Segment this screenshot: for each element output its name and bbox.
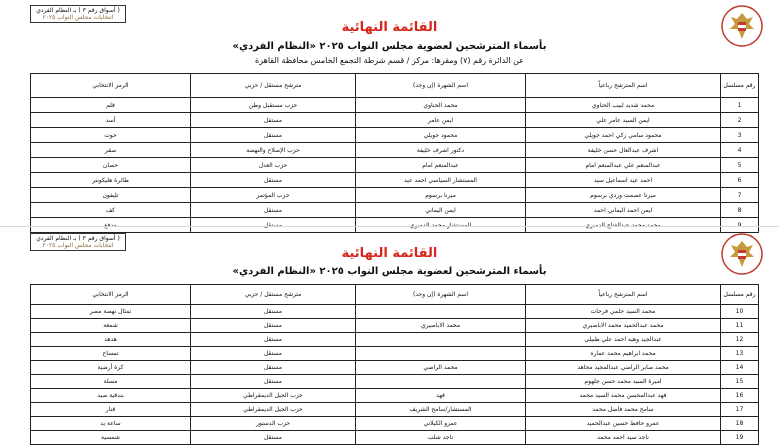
serial-cell: 13 xyxy=(721,347,759,361)
fame-cell: ايمن اليماني xyxy=(356,203,526,218)
party-cell: حزب الجيل الديمقراطي xyxy=(191,403,356,417)
symbol-cell: صقر xyxy=(31,143,191,158)
party-cell: حزب الدستور xyxy=(191,417,356,431)
badge-line-1: ( أسواق رقم ٣ ) بـ النظام الفردي xyxy=(36,7,120,14)
party-cell: مستقل xyxy=(191,361,356,375)
fame-cell: محمد الحناوي xyxy=(356,98,526,113)
badge-line-2: انتخابات مجلس النواب ٢٠٢٥ xyxy=(42,242,114,249)
name-cell: محمد شديد لبيب الحناوي xyxy=(526,98,721,113)
symbol-cell: تليفون xyxy=(31,188,191,203)
serial-cell: 5 xyxy=(721,158,759,173)
party-cell: مستقل xyxy=(191,173,356,188)
table-row xyxy=(31,431,759,445)
name-cell: اميرة السيد محمد حسن جلهوم xyxy=(526,375,721,389)
fame-cell: ايمن عامر xyxy=(356,113,526,128)
col-serial: رقم مسلسل xyxy=(721,74,759,98)
symbol-cell: تمثال نهضة مصر xyxy=(31,305,191,319)
name-cell: ميرنا عصمت وردي برسوم xyxy=(526,188,721,203)
col-fame: اسم الشهرة (إن وجد) xyxy=(356,285,526,305)
col-name: اسم المترشح رباعياً xyxy=(526,285,721,305)
symbol-cell: مدفع xyxy=(31,218,191,233)
name-cell: محمد عبدالحميد محمد الاباصيري xyxy=(526,319,721,333)
serial-cell: 3 xyxy=(721,128,759,143)
fame-cell: ناجد شلب xyxy=(356,431,526,445)
name-cell: محمود سامي زكي احمد جويلي xyxy=(526,128,721,143)
table-row xyxy=(31,113,759,128)
fame-cell: المستشار/سامح الشريف xyxy=(356,403,526,417)
name-cell: عمرو حافظ حسين عبدالحميد xyxy=(526,417,721,431)
page-divider xyxy=(0,226,779,227)
symbol-cell: شمسية xyxy=(31,431,191,445)
fame-cell: دكتور اشرف خليفة xyxy=(356,143,526,158)
name-cell: ايمن السيد عامر علي xyxy=(526,113,721,128)
name-cell: محمد محمد عبدالفتاح الدميري xyxy=(526,218,721,233)
name-cell: احمد عيد اسماعيل سيد xyxy=(526,173,721,188)
fame-cell: محمد الاباصيري xyxy=(356,319,526,333)
fame-cell xyxy=(356,333,526,347)
party-cell: حزب المؤتمر xyxy=(191,188,356,203)
table-row xyxy=(31,188,759,203)
symbol-cell: بندقية صيد xyxy=(31,389,191,403)
symbol-cell: أسد xyxy=(31,113,191,128)
party-cell: حزب العدل xyxy=(191,158,356,173)
col-name: اسم المترشح رباعياً xyxy=(526,74,721,98)
name-cell: ايمن احمد اليماني احمد xyxy=(526,203,721,218)
party-cell: مستقل xyxy=(191,431,356,445)
table-row xyxy=(31,347,759,361)
district-line: عن الدائرة رقم (٧) ومقرها: مركز / قسم شرطة التجمع الخامس محافظة القاهرة xyxy=(255,56,524,65)
table-row xyxy=(31,128,759,143)
fame-cell xyxy=(356,347,526,361)
col-party: مترشح مستقل / حزبي xyxy=(191,74,356,98)
table-row xyxy=(31,361,759,375)
badge-line-1: ( أسواق رقم ٣ ) بـ النظام الفردي xyxy=(36,235,120,242)
name-cell: عبدالجيد وهيه احمد علي طبيلي xyxy=(526,333,721,347)
col-fame: اسم الشهرة (إن وجد) xyxy=(356,74,526,98)
fame-cell: محمود جويلي xyxy=(356,128,526,143)
serial-cell: 16 xyxy=(721,389,759,403)
party-cell: مستقل xyxy=(191,347,356,361)
symbol-cell: حصان xyxy=(31,158,191,173)
serial-cell: 1 xyxy=(721,98,759,113)
name-cell: ناجد سيد احمد محمد xyxy=(526,431,721,445)
table-header-row xyxy=(31,74,759,98)
table-row xyxy=(31,333,759,347)
symbol-cell: تمساح xyxy=(31,347,191,361)
fame-cell: المستشار السياسي احمد عيد xyxy=(356,173,526,188)
name-cell: محمد ابراهيم محمد عماره xyxy=(526,347,721,361)
fame-cell: عبدالمنعم امام xyxy=(356,158,526,173)
serial-cell: 19 xyxy=(721,431,759,445)
serial-cell: 8 xyxy=(721,203,759,218)
table-row xyxy=(31,173,759,188)
name-cell: سامح محمد فاضل محمد xyxy=(526,403,721,417)
table-row xyxy=(31,305,759,319)
table-row xyxy=(31,98,759,113)
serial-cell: 18 xyxy=(721,417,759,431)
fame-cell: عمرو الكيلاني xyxy=(356,417,526,431)
col-party: مترشح مستقل / حزبي xyxy=(191,285,356,305)
page-subtitle: بأسماء المترشحين لعضوية مجلس النواب ٢٠٢٥ «النظام الفردي» xyxy=(232,266,547,277)
party-cell: مستقل xyxy=(191,113,356,128)
fame-cell xyxy=(356,305,526,319)
table-row xyxy=(31,389,759,403)
table-row xyxy=(31,375,759,389)
party-cell: مستقل xyxy=(191,203,356,218)
serial-cell: 9 xyxy=(721,218,759,233)
party-cell: مستقل xyxy=(191,128,356,143)
fame-cell: المستشار محمد الدميري xyxy=(356,218,526,233)
party-cell: مستقل xyxy=(191,218,356,233)
party-cell: مستقل xyxy=(191,333,356,347)
document-page-2 xyxy=(0,228,779,439)
serial-cell: 4 xyxy=(721,143,759,158)
fame-cell xyxy=(356,375,526,389)
symbol-cell: مسلة xyxy=(31,375,191,389)
table-row xyxy=(31,158,759,173)
party-cell: مستقل xyxy=(191,319,356,333)
page-title: القائمة النهائية xyxy=(341,246,438,261)
party-cell: مستقل xyxy=(191,375,356,389)
page-title: القائمة النهائية xyxy=(341,20,438,35)
symbol-cell: شمعة xyxy=(31,319,191,333)
fame-cell: فهد xyxy=(356,389,526,403)
symbol-cell: كرة أرضية xyxy=(31,361,191,375)
table-header-row xyxy=(31,285,759,305)
table-row xyxy=(31,319,759,333)
fame-cell: ميرنا برسوم xyxy=(356,188,526,203)
col-symbol: الرمز الانتخابي xyxy=(31,285,191,305)
name-cell: اشرف عبدالعال حسن خليفة xyxy=(526,143,721,158)
party-cell: حزب مستقبل وطن xyxy=(191,98,356,113)
serial-cell: 2 xyxy=(721,113,759,128)
table-row xyxy=(31,203,759,218)
col-serial: رقم مسلسل xyxy=(721,285,759,305)
serial-cell: 12 xyxy=(721,333,759,347)
col-symbol: الرمز الانتخابي xyxy=(31,74,191,98)
serial-cell: 17 xyxy=(721,403,759,417)
serial-cell: 11 xyxy=(721,319,759,333)
serial-cell: 6 xyxy=(721,173,759,188)
symbol-cell: كف xyxy=(31,203,191,218)
name-cell: فهد عبدالمحسن محمد السيد محمد xyxy=(526,389,721,403)
name-cell: محمد السيد حلمي فرحات xyxy=(526,305,721,319)
table-row xyxy=(31,143,759,158)
symbol-cell: قلم xyxy=(31,98,191,113)
serial-cell: 15 xyxy=(721,375,759,389)
candidates-table-1 xyxy=(30,73,759,233)
fame-cell: محمد الراضي xyxy=(356,361,526,375)
symbol-cell: هدهد xyxy=(31,333,191,347)
name-cell: عبدالمنعم علي عبدالمنعم امام xyxy=(526,158,721,173)
candidates-table-2 xyxy=(30,284,759,445)
serial-cell: 7 xyxy=(721,188,759,203)
symbol-cell: طائرة هليكوبتر xyxy=(31,173,191,188)
table-row xyxy=(31,403,759,417)
party-cell: حزب الإصلاح والنهضة xyxy=(191,143,356,158)
serial-cell: 14 xyxy=(721,361,759,375)
badge-line-2: انتخابات مجلس النواب ٢٠٢٥ xyxy=(42,14,114,21)
symbol-cell: ساعة يد xyxy=(31,417,191,431)
name-cell: محمد صابر الراضي عبدالمجيد مجاهد xyxy=(526,361,721,375)
party-cell: مستقل xyxy=(191,305,356,319)
symbol-cell: قنار xyxy=(31,403,191,417)
page-subtitle: بأسماء المترشحين لعضوية مجلس النواب ٢٠٢٥ «النظام الفردي» xyxy=(232,41,547,52)
party-cell: حزب الجيل الديمقراطي xyxy=(191,389,356,403)
serial-cell: 10 xyxy=(721,305,759,319)
table-row xyxy=(31,417,759,431)
symbol-cell: حوت xyxy=(31,128,191,143)
